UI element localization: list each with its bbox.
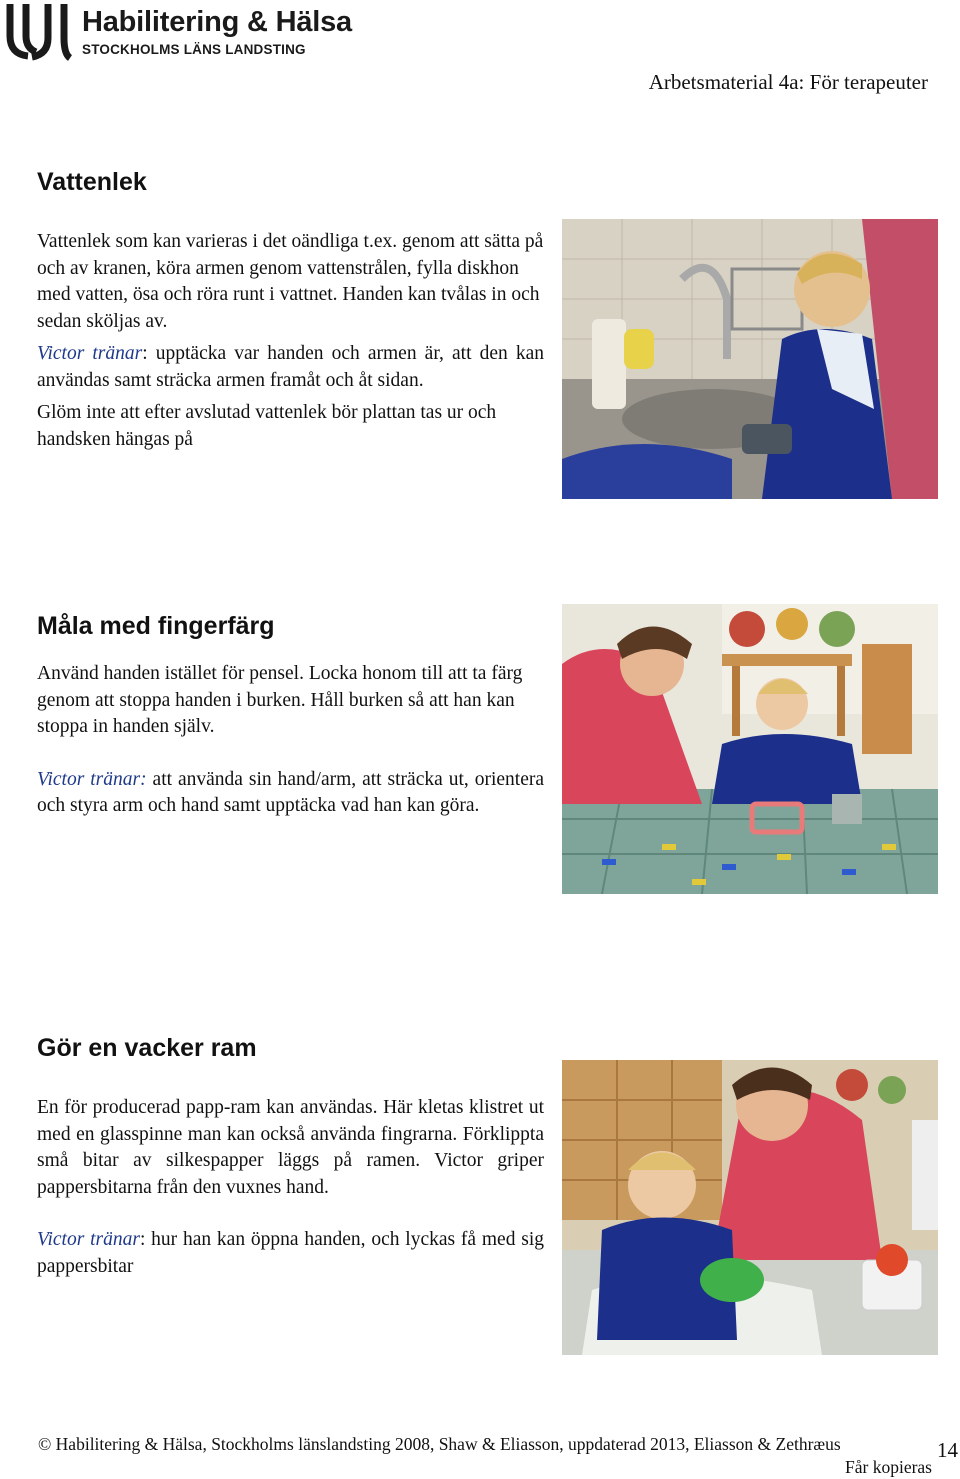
trains-text: : upptäcka var handen och armen är, att den kan användas samt sträcka armen framåt och åt sidan. <box>37 343 544 391</box>
landsting-logo-icon <box>4 2 74 62</box>
photo-finger-paint <box>562 604 938 894</box>
trains-label: Victor tränar <box>37 1229 140 1250</box>
trains-label: Victor tränar: <box>37 768 147 790</box>
section-title-vattenlek: Vattenlek <box>37 168 147 196</box>
trains-text: : hur han kan öppna handen, och lyckas få med sig pappersbitar <box>37 1229 545 1277</box>
footer-copy-note: Får kopieras <box>845 1457 932 1477</box>
section-body-ram <box>37 1095 544 1280</box>
org-name: Habilitering & Hälsa <box>82 6 352 38</box>
photo-frame-craft <box>562 1060 938 1355</box>
intro-text: Använd handen istället för pensel. Locka honom till att ta färg genom att stoppa handen i burken. Håll burken så att han kan stoppa in handen själv. <box>37 663 523 737</box>
section-title-ram: Gör en vacker ram <box>37 1034 257 1062</box>
photo-water-play <box>562 219 938 499</box>
document-label: Arbetsmaterial 4a: För terapeuter <box>648 70 928 94</box>
trains-paragraph <box>37 341 544 394</box>
org-subtitle: STOCKHOLMS LÄNS LANDSTING <box>82 42 306 57</box>
trains-text: att använda sin hand/arm, att sträcka ut, orientera och styra arm och hand samt upptäcka vad han kan göra. <box>37 768 544 816</box>
trains-paragraph <box>37 767 544 820</box>
section-title-mala: Måla med fingerfärg <box>37 612 275 640</box>
note-text: Glöm inte att efter avslutad vattenlek bör plattan tas ur och handsken hängas på <box>37 402 497 450</box>
section-body-vattenlek <box>37 229 544 453</box>
section-body-mala <box>37 661 544 820</box>
intro-text: En för producerad papp-ram kan användas. Här kletas klistret ut med en glasspinne man kan också använda fingrarna. Förklippta små bitar av silkespapper läggs på ramen. Victor griper pappersbitarna från den vuxnes hand. <box>37 1097 544 1198</box>
org-logo <box>4 2 384 62</box>
page-number: 14 <box>937 1438 958 1462</box>
footer-copyright: © Habilitering & Hälsa, Stockholms länslandsting 2008, Shaw & Eliasson, uppdaterad 2013, Eliasson & Zethræus <box>38 1434 841 1454</box>
trains-paragraph <box>37 1227 544 1280</box>
trains-label: Victor tränar <box>37 343 143 364</box>
intro-text: Vattenlek som kan varieras i det oändliga t.ex. genom att sätta på och av kranen, köra armen genom vattenstrålen, fylla diskhon med vatten, ösa och röra runt i vattnet. Handen kan tvålas in och sedan sköljas av. <box>37 231 544 332</box>
